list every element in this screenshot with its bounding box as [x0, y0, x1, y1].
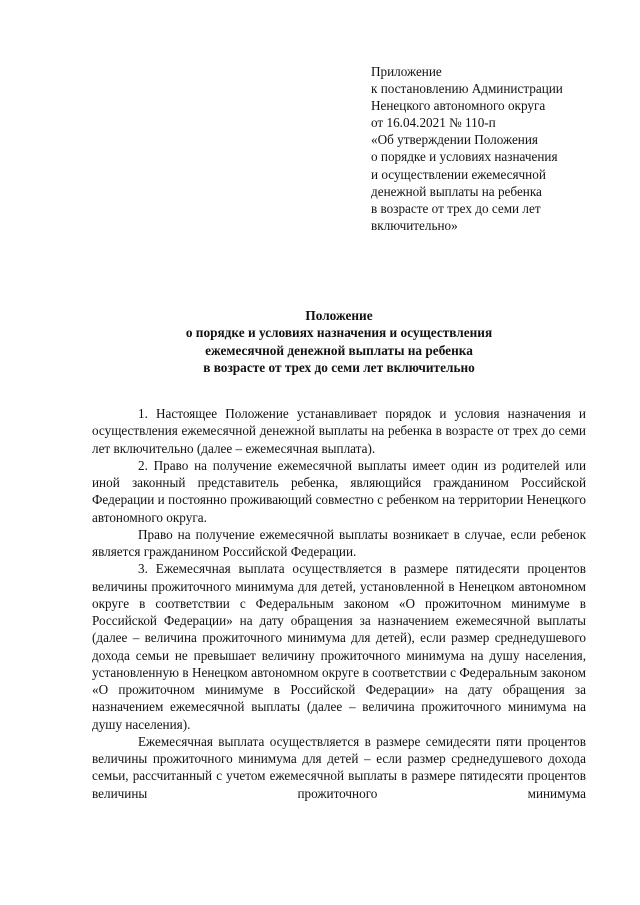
document-body — [92, 405, 586, 802]
appendix-line: о порядке и условиях назначения — [371, 149, 558, 165]
paragraph-3: 3. Ежемесячная выплата осуществляется в размере пятидесяти процентов величины прожиточного минимума для детей, установленной в Ненецком автономном округе в соответствии с Федеральным законом «О прожиточном минимуме в Российской Федерации» на дату обращения за назначением ежемесячной выплаты (далее – величина прожиточного минимума для детей), если размер среднедушевого дохода семьи не превышает величину прожиточного минимума на душу населения, установленную в Ненецком автономном округе в соответствии с Федеральным законом «О прожиточном минимуме в Российской Федерации» на дату обращения за назначением ежемесячной выплаты (далее – величина прожиточного минимума на душу населения). — [92, 561, 586, 732]
appendix-line: и осуществлении ежемесячной — [371, 166, 546, 182]
title-line: ежемесячной денежной выплаты на ребенка — [205, 342, 473, 358]
title-line: в возрасте от трех до семи лет включительно — [203, 359, 475, 375]
appendix-block — [371, 63, 611, 234]
appendix-line: к постановлению Администрации — [371, 81, 563, 97]
appendix-line: Ненецкого автономного округа — [371, 98, 546, 114]
appendix-line: от 16.04.2021 № 110-п — [371, 115, 496, 131]
title-line: Положение — [305, 308, 373, 323]
paragraph-1: 1. Настоящее Положение устанавливает порядок и условия назначения и осуществления ежемесячной денежной выплаты на ребенка в возрасте от трех до семи лет включительно (далее – ежемесячная выплата). — [92, 406, 586, 456]
appendix-line: в возрасте от трех до семи лет — [371, 200, 541, 216]
appendix-line: Приложение — [371, 64, 442, 79]
appendix-line: «Об утверждении Положения — [371, 132, 538, 148]
document-title — [92, 307, 586, 376]
paragraph-2-continued: Право на получение ежемесячной выплаты возникает в случае, если ребенок является гражданином Российской Федерации. — [92, 526, 586, 559]
paragraph-2: 2. Право на получение ежемесячной выплаты имеет один из родителей или иной законный представитель ребенка, являющийся гражданином Российской Федерации и постоянно проживающий совместно с ребенком на территории Ненецкого автономного округа. — [92, 457, 586, 525]
title-line: о порядке и условиях назначения и осуществления — [185, 325, 493, 341]
appendix-line: включительно» — [371, 217, 458, 233]
appendix-line: денежной выплаты на ребенка — [371, 183, 542, 199]
paragraph-3-continued: Ежемесячная выплата осуществляется в размере семидесяти пяти процентов величины прожиточного минимума для детей – если размер среднедушевого дохода семьи, рассчитанный с учетом ежемесячной выплаты в размере пятидесяти процентов величины прожиточного минимума — [92, 733, 586, 801]
